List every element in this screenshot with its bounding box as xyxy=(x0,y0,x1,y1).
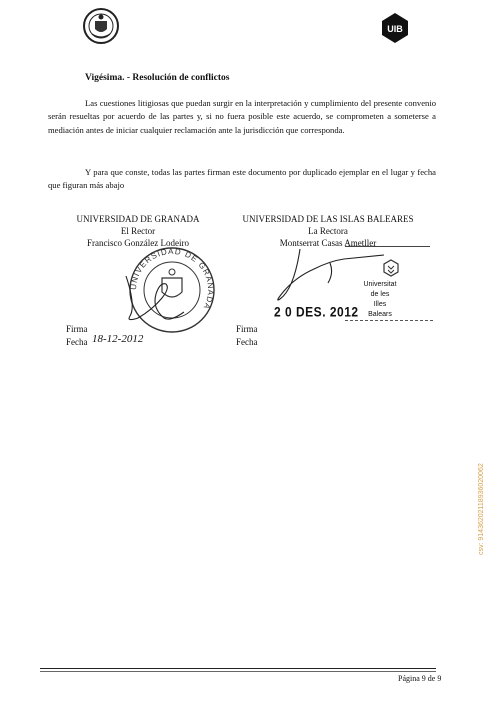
left-signature-icon xyxy=(120,268,200,328)
left-role: El Rector xyxy=(120,226,156,236)
uib-logo-text: UIB xyxy=(387,24,403,34)
right-signature-line xyxy=(345,246,430,247)
right-role: La Rectora xyxy=(308,226,348,236)
right-fecha-label: Fecha xyxy=(236,337,258,347)
footer-rule-thick xyxy=(40,668,436,669)
paragraph-signing xyxy=(48,166,436,193)
paragraph-signing-text: Y para que conste, todas las partes firman este documento por duplicado ejemplar en el lugar y fecha que figuran más abajo xyxy=(48,167,436,191)
granada-stamp-text: UNIVERSIDAD DE GRANADA xyxy=(128,246,216,312)
footer-rule-thin xyxy=(40,671,436,672)
right-institution: UNIVERSIDAD DE LAS ISLAS BALEARES xyxy=(242,214,414,224)
right-name: Montserrat Casas Ametller xyxy=(279,238,377,248)
paragraph-disputes-text: Las cuestiones litigiosas que puedan surgir en la interpretación y cumplimiento del presente convenio serán resueltas por acuerdo de las partes y, si no fuera posible este acuerdo, se comprometen a someterse a mediación antes de iniciar cualquier reclamación ante la jurisdicción que corresponda. xyxy=(48,98,436,135)
right-firma-label: Firma xyxy=(236,324,258,334)
page-number: Página 9 de 9 xyxy=(398,674,442,683)
uib-stamp-line-4: Balears xyxy=(368,311,392,318)
left-name: Francisco González Lodeiro xyxy=(87,238,189,248)
right-date-stamp: 2 0 DES. 2012 xyxy=(274,303,359,321)
paragraph-disputes xyxy=(48,97,436,137)
uib-stamp-icon xyxy=(383,259,399,277)
left-firma-label: Firma xyxy=(66,324,88,334)
left-institution: UNIVERSIDAD DE GRANADA xyxy=(76,214,200,224)
uib-stamp-line-3: Illes xyxy=(373,301,387,308)
left-fecha-value: 18-12-2012 xyxy=(92,333,144,345)
section-heading: Vigésima. - Resolución de conflictos xyxy=(85,73,230,83)
side-verification-code: csv: 91436202118936020062 xyxy=(478,463,485,555)
uib-stamp-line-2: de les xyxy=(370,291,390,298)
university-of-granada-seal-icon xyxy=(82,7,120,45)
right-stamp-underline xyxy=(345,320,433,321)
uib-stamp-text xyxy=(350,280,410,320)
right-signatory-block xyxy=(228,213,428,249)
uib-logo-icon xyxy=(380,12,410,44)
uib-stamp-line-1: Universitat xyxy=(363,281,397,288)
left-fecha-label: Fecha xyxy=(66,337,88,347)
